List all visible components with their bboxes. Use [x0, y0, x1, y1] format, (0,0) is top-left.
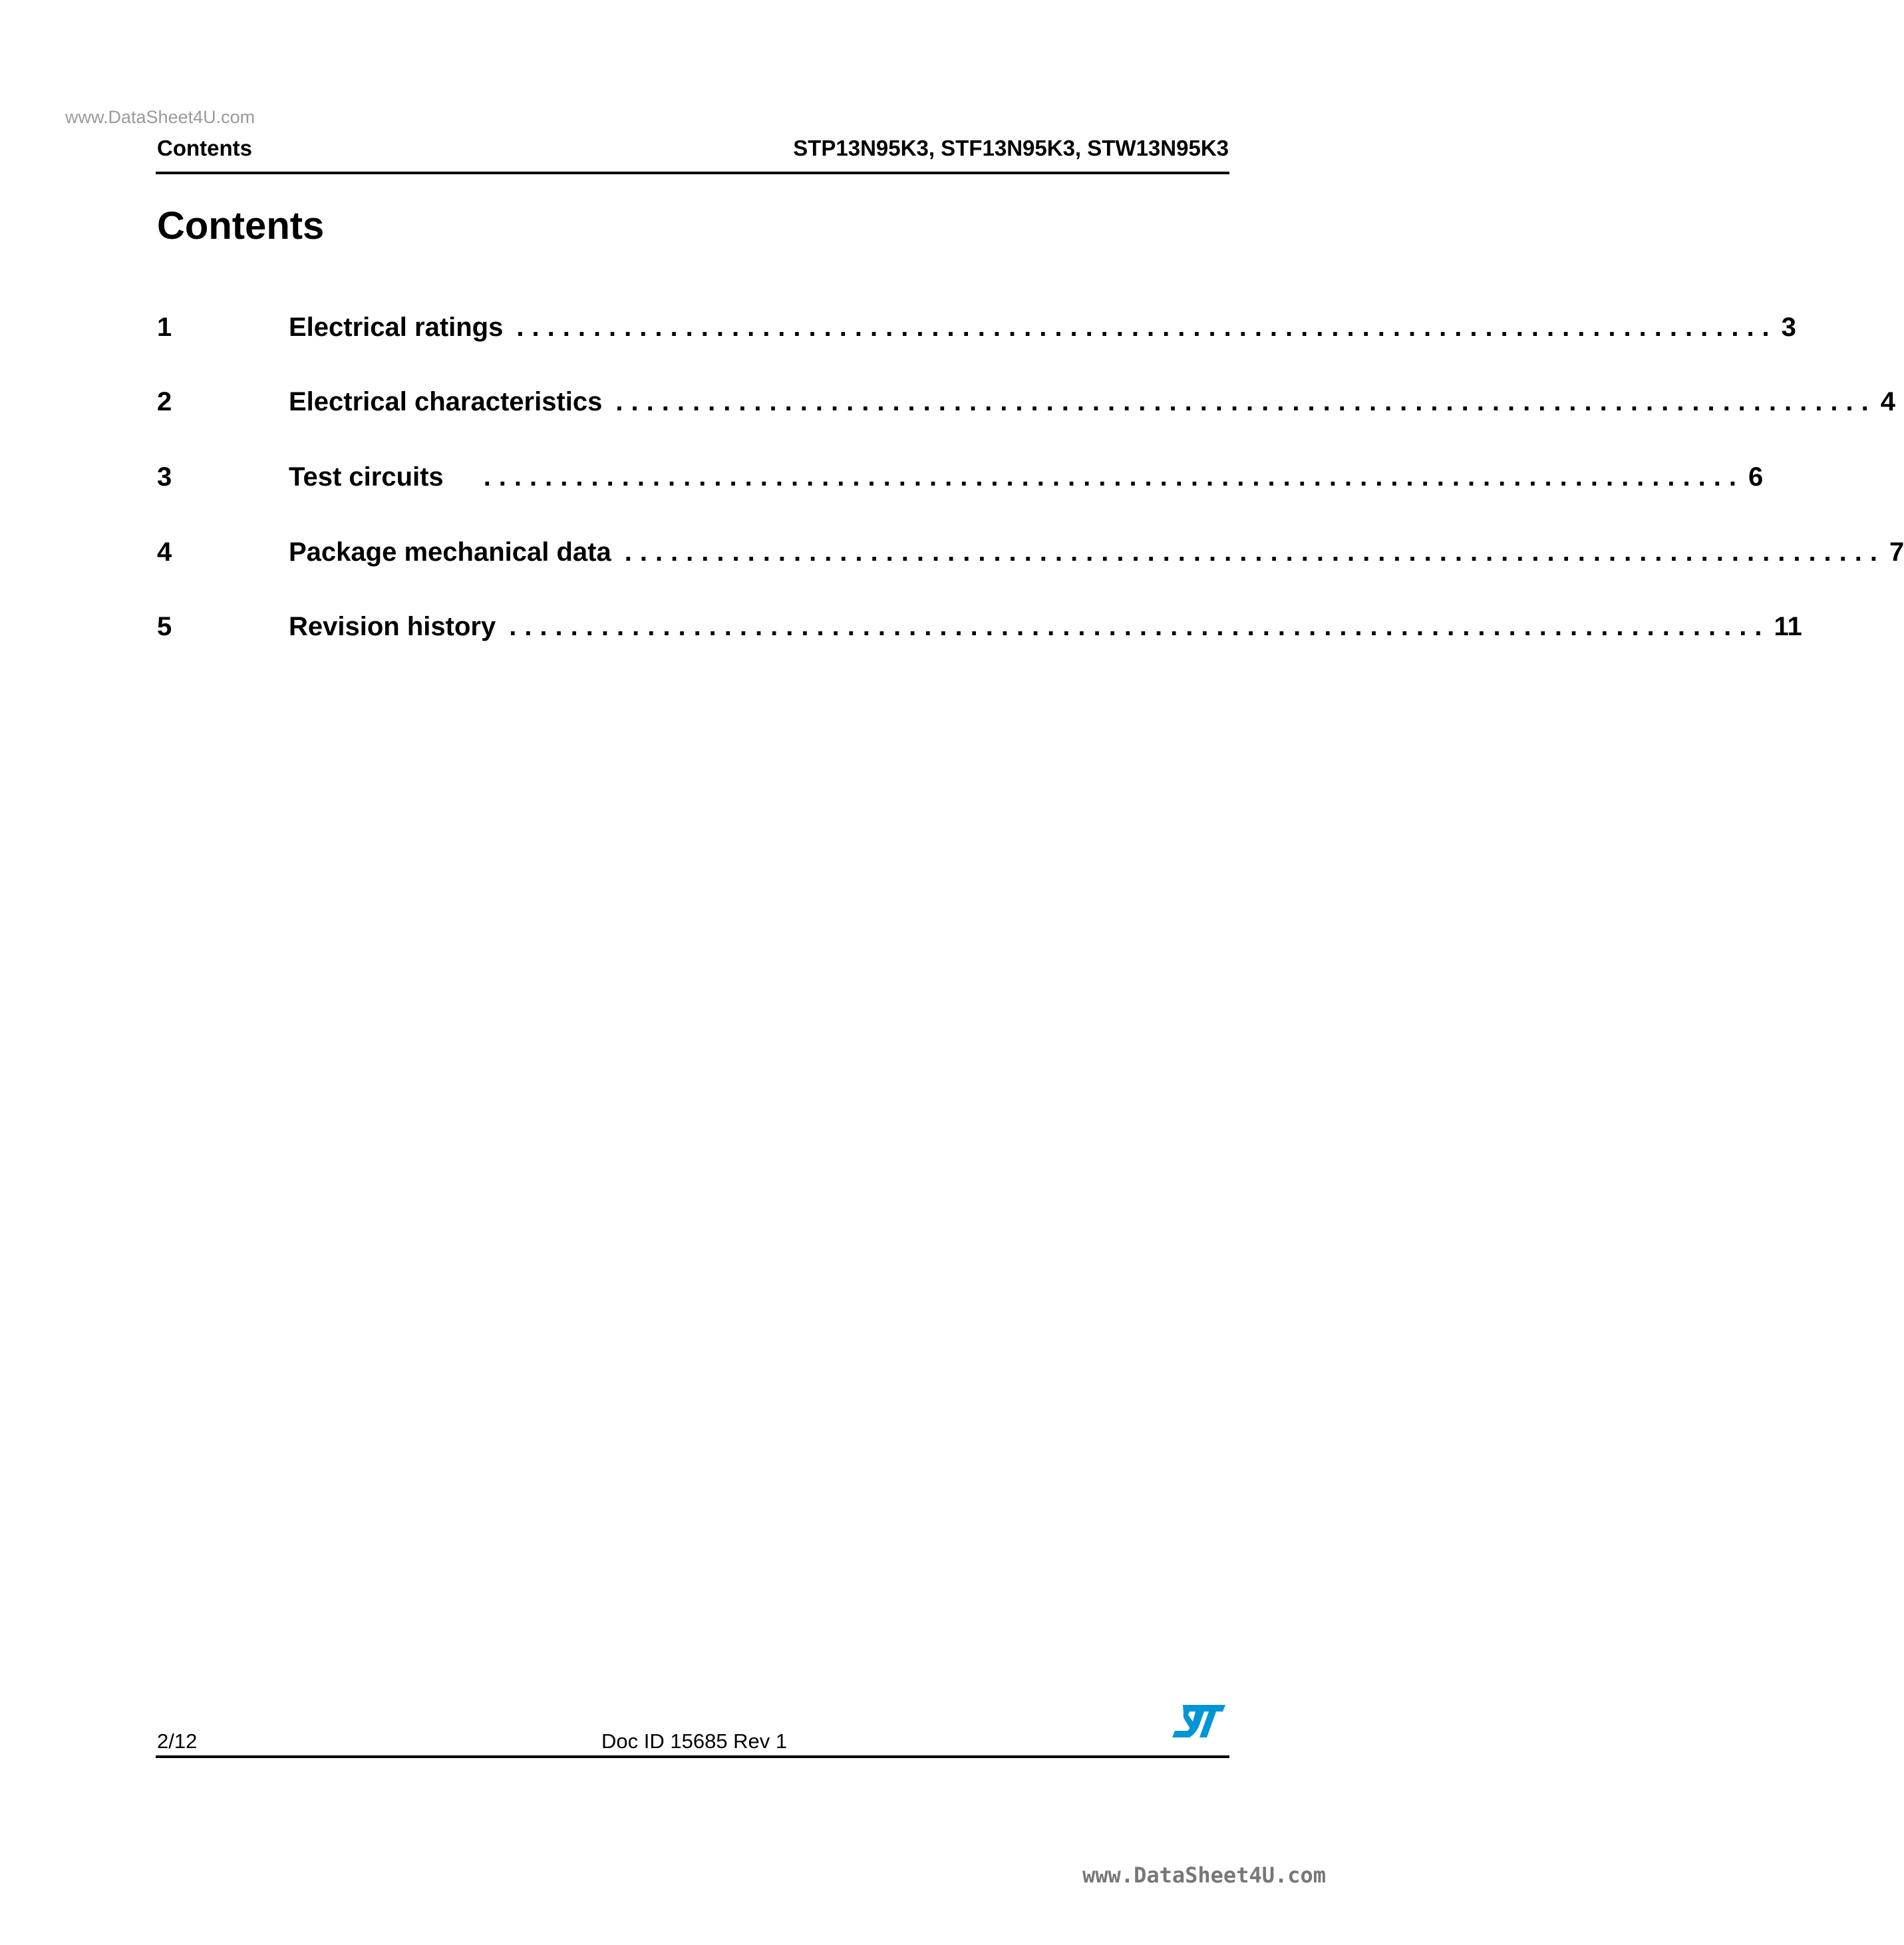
dot-leader: ..................................................................................: [624, 537, 1886, 567]
toc-label[interactable]: Revision history: [289, 612, 496, 641]
toc-entry[interactable]: [157, 462, 1764, 496]
watermark-top: www.DataSheet4U.com: [65, 107, 255, 127]
toc-entry[interactable]: [157, 612, 1802, 645]
toc-number: 1: [157, 313, 172, 342]
footer-rule: [156, 1755, 1229, 1758]
dot-leader: ..................................................................................: [483, 462, 1744, 492]
toc-page[interactable]: 11: [1774, 612, 1802, 641]
dot-leader: ..................................................................................: [509, 612, 1770, 641]
footer-doc-id: Doc ID 15685 Rev 1: [601, 1729, 788, 1753]
toc-page[interactable]: 7: [1889, 537, 1904, 567]
dot-leader: ..................................................................................: [615, 387, 1877, 416]
toc-entry[interactable]: [157, 537, 1904, 571]
toc-number: 5: [157, 612, 172, 641]
toc-page[interactable]: 4: [1880, 387, 1895, 416]
header-parts: STP13N95K3, STF13N95K3, STW13N95K3: [793, 136, 1229, 160]
watermark-bottom[interactable]: www.DataSheet4U.com: [1082, 1863, 1327, 1888]
toc-label[interactable]: Package mechanical data: [289, 537, 611, 567]
toc-number: 4: [157, 537, 172, 567]
toc-number: 2: [157, 387, 172, 416]
toc-page[interactable]: 6: [1748, 462, 1764, 492]
page-title: Contents: [157, 204, 325, 247]
toc-entry[interactable]: [157, 313, 1796, 346]
dot-leader: ..................................................................................: [516, 313, 1778, 342]
toc-label[interactable]: Electrical ratings: [289, 313, 504, 342]
header-section: Contents: [157, 136, 252, 160]
toc-number: 3: [157, 462, 172, 492]
footer-page-number: 2/12: [157, 1729, 198, 1753]
toc-label[interactable]: Test circuits: [289, 462, 444, 492]
toc-entry[interactable]: [157, 387, 1895, 420]
toc-page[interactable]: 3: [1781, 313, 1796, 342]
toc-label[interactable]: Electrical characteristics: [289, 387, 603, 416]
header-rule: [156, 172, 1229, 174]
st-logo-icon: [1172, 1703, 1228, 1740]
